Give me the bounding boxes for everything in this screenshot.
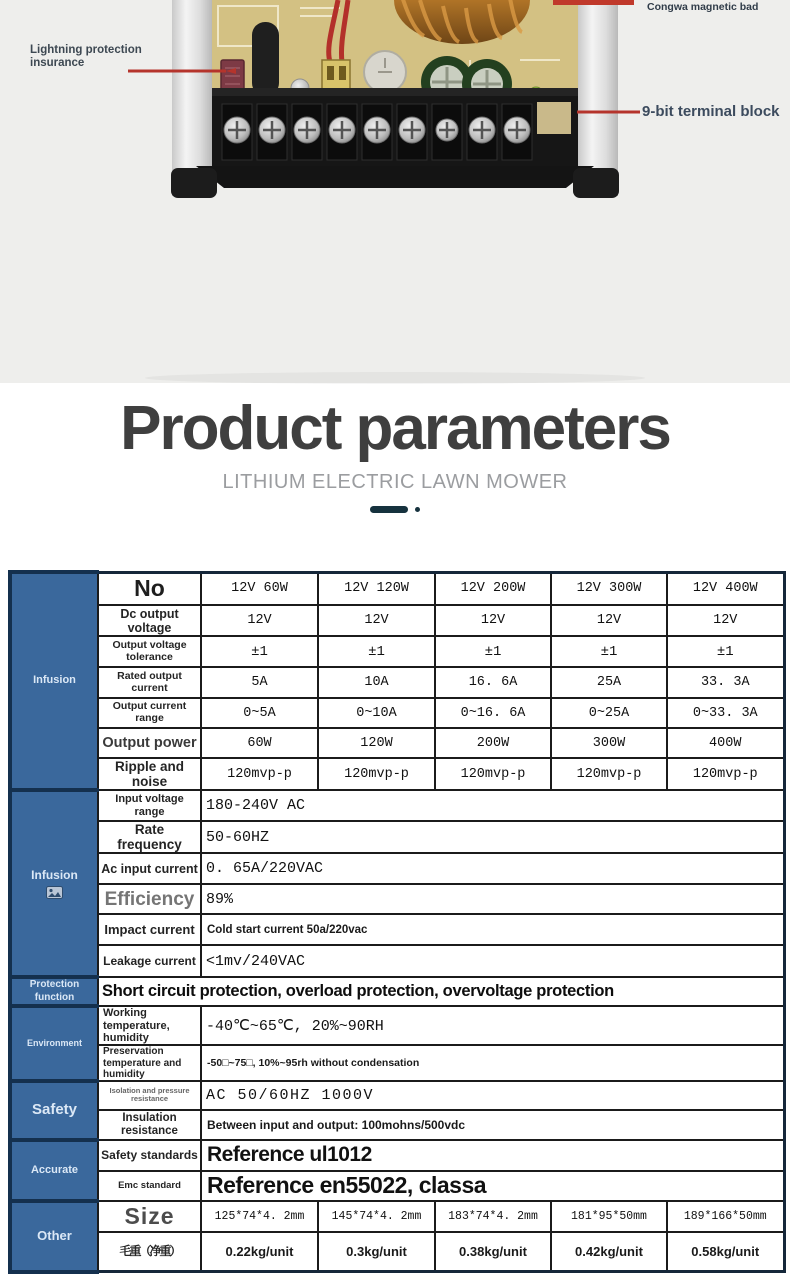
spec-value: 0.58kg/unit: [667, 1232, 784, 1272]
row-label-output-voltage-tolerance: Output voltage tolerance: [98, 636, 201, 667]
section-label-safety: Safety: [10, 1081, 98, 1140]
spec-value: 10A: [318, 667, 435, 698]
spec-value: 120mvp-p: [435, 758, 551, 790]
capacitor-black: [252, 22, 279, 96]
spec-value: 33. 3A: [667, 667, 784, 698]
col-header-model: 12V 300W: [551, 572, 667, 605]
row-label-efficiency: Efficiency: [98, 884, 201, 914]
page-title: Product parameters: [120, 394, 670, 463]
section-label-accurate: Accurate: [10, 1140, 98, 1201]
row-label-insulation-resistance: Insulation resistance: [98, 1110, 201, 1140]
row-label-ripple-and-noise: Ripple and noise: [98, 758, 201, 790]
spec-value: 0. 65A/220VAC: [201, 853, 784, 884]
spec-value: 12V: [201, 605, 318, 636]
spec-value: 0~33. 3A: [667, 698, 784, 728]
spec-table: [8, 570, 786, 1274]
spec-value: 12V: [435, 605, 551, 636]
foot-left: [171, 168, 217, 198]
row-label-rate-frequency: Rate frequency: [98, 821, 201, 853]
spec-value: ±1: [667, 636, 784, 667]
spec-value: 200W: [435, 728, 551, 758]
spec-value: 120mvp-p: [318, 758, 435, 790]
row-label-rated-output-current: Rated output current: [98, 667, 201, 698]
spec-value: 120mvp-p: [201, 758, 318, 790]
row-label-isolation-resistance: Isolation and pressure resistance: [98, 1081, 201, 1110]
section-label-environment: Environment: [10, 1006, 98, 1081]
col-header-model: 12V 200W: [435, 572, 551, 605]
section-label-protection-function: Protection function: [10, 977, 98, 1006]
callout-lightning-label: Lightning protection insurance: [30, 44, 142, 69]
row-label-size: Size: [98, 1201, 201, 1232]
col-header-model: 12V 400W: [667, 572, 784, 605]
section-label-other: Other: [10, 1201, 98, 1272]
row-label-emc-standard: Emc standard: [98, 1171, 201, 1201]
title-underline: [0, 506, 790, 513]
foot-right: [573, 168, 619, 198]
terminal-screws: [222, 104, 532, 160]
spec-value: 12V: [667, 605, 784, 636]
spec-value: 181*95*50mm: [551, 1201, 667, 1232]
spec-value: 16. 6A: [435, 667, 551, 698]
spec-value: 60W: [201, 728, 318, 758]
spec-value: 120W: [318, 728, 435, 758]
spec-value: 0~10A: [318, 698, 435, 728]
spec-value: Reference en55022, classa: [201, 1171, 784, 1201]
section-label-infusion-2: Infusion: [10, 790, 98, 977]
spec-value: <1mv/240VAC: [201, 945, 784, 977]
spec-value: 183*74*4. 2mm: [435, 1201, 551, 1232]
row-label-leakage-current: Leakage current: [98, 945, 201, 977]
row-label-working-temperature: Working temperature, humidity: [98, 1006, 201, 1045]
spec-value: 89%: [201, 884, 784, 914]
callout-terminal-label: 9-bit terminal block: [642, 103, 780, 120]
col-header-model: 12V 60W: [201, 572, 318, 605]
spec-value: 0~25A: [551, 698, 667, 728]
spec-value: -50□~75□, 10%~95rh without condensation: [201, 1045, 784, 1081]
spec-value: 25A: [551, 667, 667, 698]
underline-dot: [415, 507, 420, 512]
row-label-output-power: Output power: [98, 728, 201, 758]
spec-value: Cold start current 50a/220vac: [201, 914, 784, 945]
spec-value: 120mvp-p: [667, 758, 784, 790]
spec-value: 300W: [551, 728, 667, 758]
col-header-model: 12V 120W: [318, 572, 435, 605]
base: [196, 166, 594, 188]
product-photo-section: [0, 0, 790, 383]
row-label-input-voltage-range: Input voltage range: [98, 790, 201, 821]
spec-value: 5A: [201, 667, 318, 698]
row-label-preservation-temperature: Preservation temperature and humidity: [98, 1045, 201, 1081]
row-label-dc-output-voltage: Dc output voltage: [98, 605, 201, 636]
spec-value: 120mvp-p: [551, 758, 667, 790]
spec-value: 0.22kg/unit: [201, 1232, 318, 1272]
spec-value: ±1: [318, 636, 435, 667]
spec-value: -40℃~65℃, 20%~90RH: [201, 1006, 784, 1045]
row-label-weight: 毛重（净重）: [98, 1232, 201, 1272]
spec-value-protection: Short circuit protection, overload protection, overvoltage protection: [98, 977, 784, 1006]
spec-value: 12V: [318, 605, 435, 636]
title-section: [0, 383, 790, 570]
spec-value: 145*74*4. 2mm: [318, 1201, 435, 1232]
spec-value: 125*74*4. 2mm: [201, 1201, 318, 1232]
row-label-no: No: [98, 572, 201, 605]
spec-value: Reference ul1012: [201, 1140, 784, 1171]
spec-value: ±1: [435, 636, 551, 667]
spec-value: 189*166*50mm: [667, 1201, 784, 1232]
spec-value: ±1: [201, 636, 318, 667]
spec-value: 0~16. 6A: [435, 698, 551, 728]
row-label-output-current-range: Output current range: [98, 698, 201, 728]
page-subtitle: LITHIUM ELECTRIC LAWN MOWER: [222, 470, 568, 493]
row-label-impact-current: Impact current: [98, 914, 201, 945]
spec-value: ±1: [551, 636, 667, 667]
spec-value: 0.42kg/unit: [551, 1232, 667, 1272]
underline-dash: [370, 506, 408, 513]
spec-value: 0.38kg/unit: [435, 1232, 551, 1272]
spec-value: 180-240V AC: [201, 790, 784, 821]
spec-value: AC 50/60HZ 1000V: [201, 1081, 784, 1110]
spec-value: Between input and output: 100mohns/500vdc: [201, 1110, 784, 1140]
section-label-infusion-1: Infusion: [10, 572, 98, 790]
row-label-ac-input-current: Ac input current: [98, 853, 201, 884]
spec-value: 0.3kg/unit: [318, 1232, 435, 1272]
image-placeholder-icon: [46, 886, 63, 899]
spec-value: 400W: [667, 728, 784, 758]
spec-value: 50-60HZ: [201, 821, 784, 853]
spec-value: 0~5A: [201, 698, 318, 728]
spec-value: 12V: [551, 605, 667, 636]
row-label-safety-standards: Safety standards: [98, 1140, 201, 1171]
callout-magnetic-label: Congwa magnetic bad: [647, 1, 759, 13]
